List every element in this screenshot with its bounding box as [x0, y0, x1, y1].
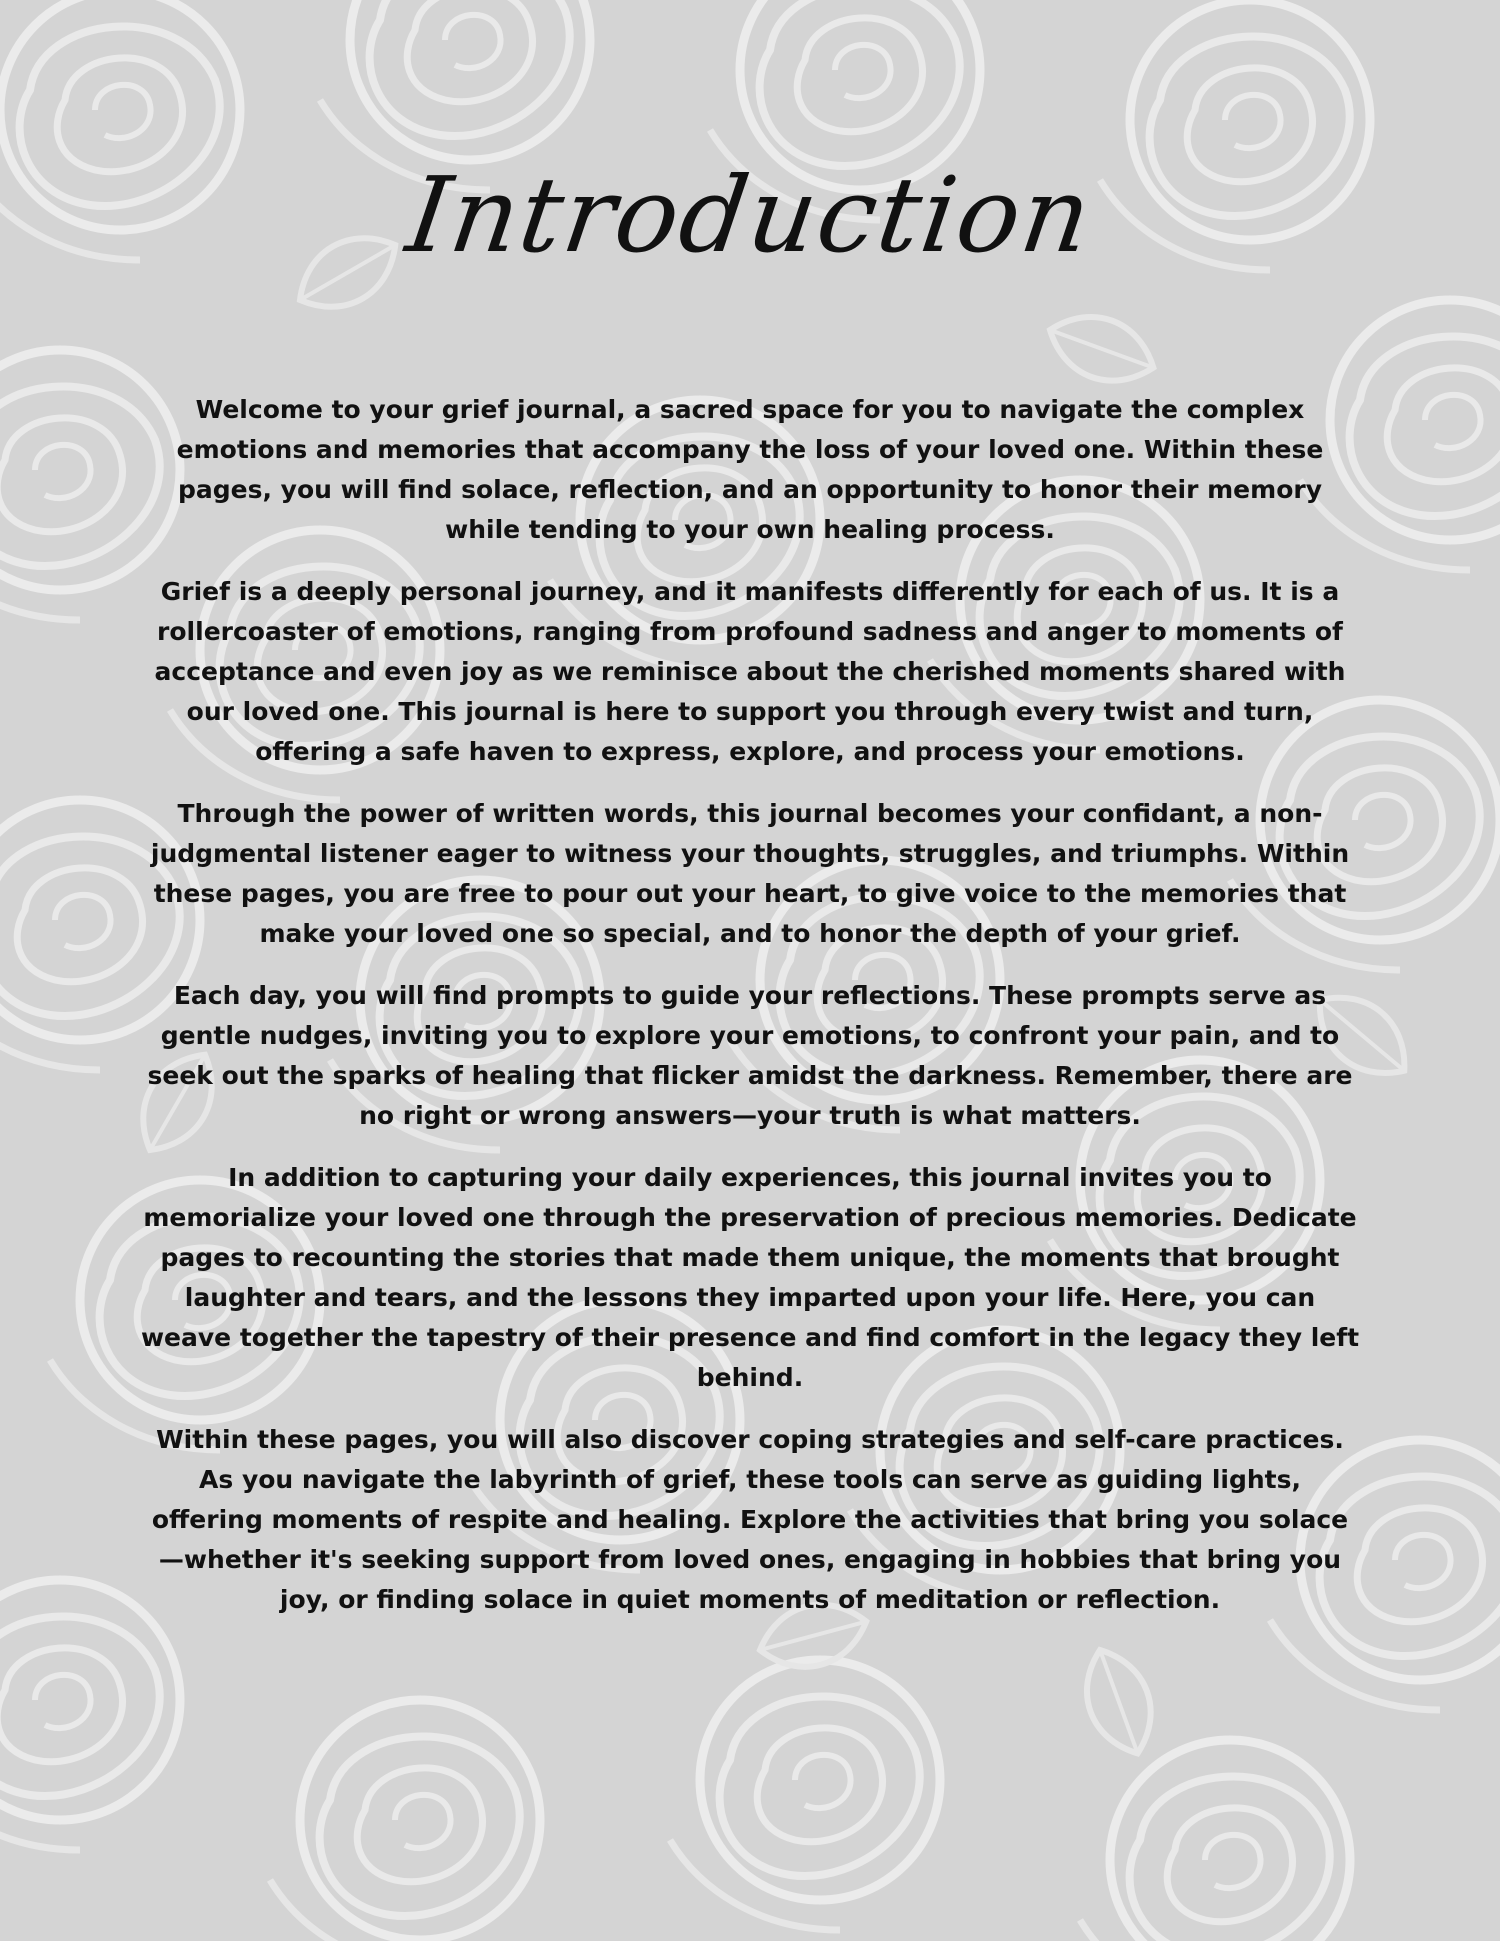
paragraph: Through the power of written words, this journal becomes your confidant, a non-judgmental listener eager to witness your thoughts, struggles, and triumphs. Within these pages, you are free to pour out your heart, to give voice to the memories that make your loved one so special, and to honor the depth of your grief.	[150, 799, 1350, 948]
paragraph: Within these pages, you will also discover coping strategies and self-care practices. As you navigate the labyrinth of grief, these tools can serve as guiding lights, offering moments of respite and healing. Explore the activities that bring you solace—whether it's seeking support from loved ones, engaging in hobbies that bring you joy, or finding solace in quiet moments of meditation or reflection.	[151, 1425, 1349, 1614]
paragraph: Grief is a deeply personal journey, and it manifests differently for each of us. It is a rollercoaster of emotions, ranging from profound sadness and anger to moments of acceptance and even joy as we reminisce about the cherished moments shared with our loved one. This journal is here to support you through every twist and turn, offering a safe haven to express, explore, and process your emotions.	[154, 577, 1346, 766]
paragraph: In addition to capturing your daily experiences, this journal invites you to memorialize your loved one through the preservation of precious memories. Dedicate pages to recounting the stories that made them unique, the moments that brought laughter and tears, and the lessons they imparted upon your life. Here, you can weave together the tapestry of their presence and find comfort in the legacy they left behind.	[140, 1163, 1360, 1392]
paragraph: Welcome to your grief journal, a sacred space for you to navigate the complex emotions and memories that accompany the loss of your loved one. Within these pages, you will find solace, reflection, and an opportunity to honor their memory while tending to your own healing process.	[176, 395, 1324, 544]
introduction-text	[140, 390, 1360, 1642]
page-title: Introduction	[400, 154, 1100, 276]
paragraph: Each day, you will find prompts to guide your reflections. These prompts serve as gentle nudges, inviting you to explore your emotions, to confront your pain, and to seek out the sparks of healing that flicker amidst the darkness. Remember, there are no right or wrong answers—your truth is what matters.	[147, 981, 1353, 1130]
